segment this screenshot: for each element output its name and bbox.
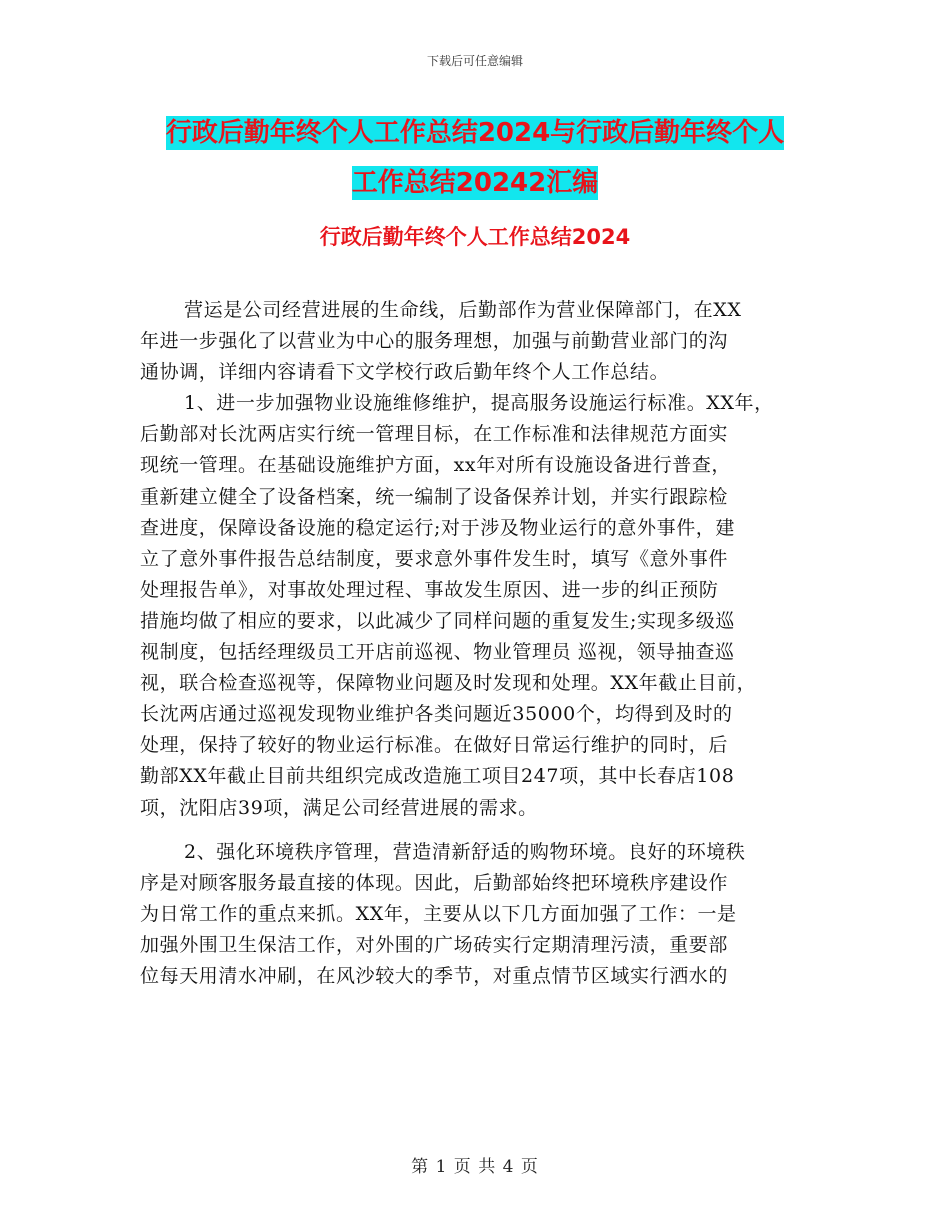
page-footer: [0, 1152, 950, 1177]
footer-suffix: 页: [520, 1157, 539, 1177]
footer-mid: 页 共: [453, 1157, 497, 1177]
title-highlight-2: 工作总结20242汇编: [351, 168, 599, 198]
header-note: 下载后可任意编辑: [426, 54, 523, 68]
document-title-line-1: [0, 108, 950, 158]
paragraph-line: 视，联合检查巡视等，保障物业问题及时发现和处理。XX年截止目前，: [140, 672, 757, 695]
paragraph-line: 查进度，保障设备设施的稳定运行;对于涉及物业运行的意外事件，建: [140, 516, 736, 539]
paragraph-line: 重新建立健全了设备档案，统一编制了设备保养计划，并实行跟踪检: [140, 485, 729, 508]
paragraph-line: 营运是公司经营进展的生命线，后勤部作为营业保障部门，在XX: [184, 299, 742, 321]
paragraph-line: 勤部XX年截止目前共组织完成改造施工项目247项，其中长春店108: [140, 765, 735, 788]
title-highlight-1: 行政后勤年终个人工作总结2024与行政后勤年终个人: [165, 118, 785, 148]
paragraph-line: 现统一管理。在基础设施维护方面，xx年对所有设施设备进行普查，: [140, 454, 732, 477]
paragraph-line: 后勤部对长沈两店实行统一管理目标，在工作标准和法律规范方面实: [140, 423, 729, 446]
paragraph-line: 项，沈阳店39项，满足公司经营进展的需求。: [140, 796, 538, 819]
paragraph-line: 加强外围卫生保洁工作，对外围的广场砖实行定期清理污渍，重要部: [140, 933, 729, 956]
paragraph-line: 序是对顾客服务最直接的体现。因此，后勤部始终把环境秩序建设作: [140, 871, 729, 894]
body-text: [140, 295, 830, 992]
document-title-line-2: [0, 158, 950, 208]
paragraph-line: 为日常工作的重点来抓。XX年，主要从以下几方面加强了工作：一是: [140, 902, 737, 925]
paragraph-line: 立了意外事件报告总结制度，要求意外事件发生时，填写《意外事件: [140, 547, 729, 570]
paragraph-line: 处理，保持了较好的物业运行标准。在做好日常运行维护的同时，后: [140, 734, 729, 757]
document-title: [0, 108, 950, 208]
footer-total-pages: 4: [502, 1157, 515, 1177]
paragraph-line: 位每天用清水冲刷，在风沙较大的季节，对重点情节区域实行洒水的: [140, 964, 729, 987]
section-title: 行政后勤年终个人工作总结2024: [319, 225, 631, 249]
footer-page-number: 1: [435, 1157, 448, 1177]
paragraph-line: 视制度，包括经理级员工开店前巡视、物业管理员 巡视，领导抽查巡: [140, 641, 735, 664]
footer-prefix: 第: [411, 1157, 430, 1177]
paragraph-line: 通协调，详细内容请看下文学校行政后勤年终个人工作总结。: [140, 361, 670, 384]
paragraph-line: 长沈两店通过巡视发现物业维护各类问题近35000个，均得到及时的: [140, 703, 733, 726]
paragraph-line: 1、进一步加强物业设施维修维护，提高服务设施运行标准。XX年，: [184, 392, 774, 415]
paragraph-line: 2、强化环境秩序管理，营造清新舒适的购物环境。良好的环境秩: [184, 840, 746, 863]
paragraph-line: 措施均做了相应的要求，以此减少了同样问题的重复发生;实现多级巡: [140, 609, 736, 632]
paragraph-line: 处理报告单》，对事故处理过程、事故发生原因、进一步的纠正预防: [140, 578, 719, 601]
paragraph-line: 年进一步强化了以营业为中心的服务理想，加强与前勤营业部门的沟: [140, 330, 729, 353]
